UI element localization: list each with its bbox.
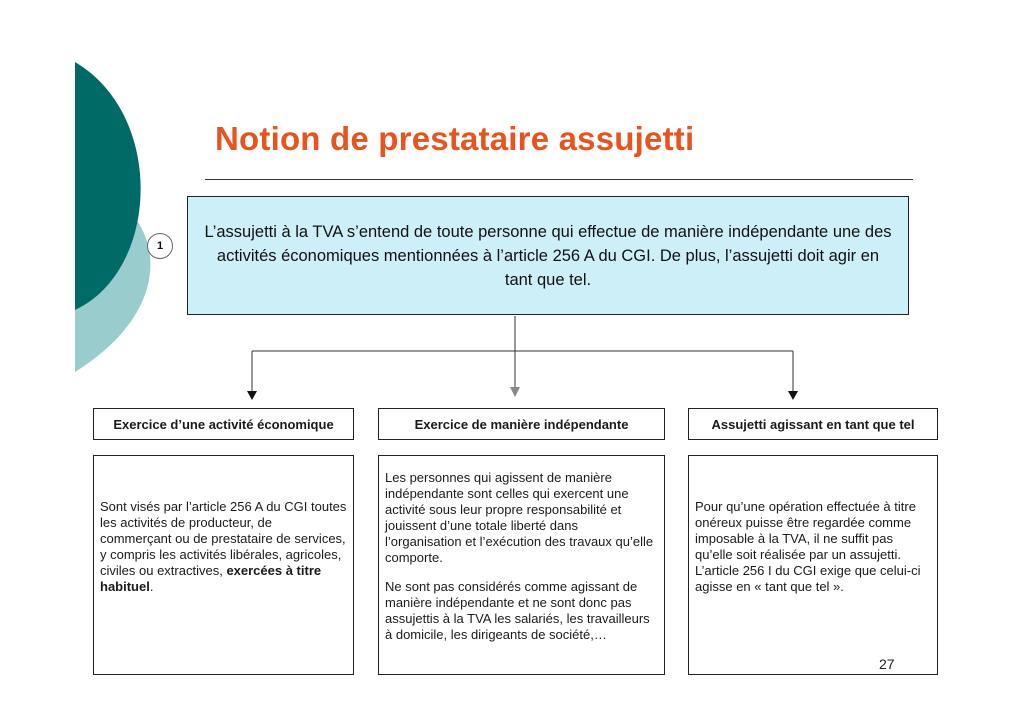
title-divider (205, 179, 913, 180)
definition-text: L’assujetti à la TVA s’entend de toute personne qui effectue de manière indépendante une des activités économiques mentionnées à l’article 256 A du CGI. De plus, l’assujetti doit agir en tant que tel. (204, 222, 892, 289)
arrow-down-icon (788, 391, 798, 400)
definition-box (187, 196, 909, 315)
column-heading-independence: Exercice de manière indépendante (378, 408, 665, 440)
column-body-independence (378, 455, 665, 675)
column-heading-as-such: Assujetti agissant en tant que tel (688, 408, 938, 440)
arrow-heads (247, 387, 798, 400)
activity-paragraph (100, 499, 347, 595)
as-such-paragraph: Pour qu’une opération effectuée à titre onéreux puisse être regardée comme imposable à la TVA, il ne suffit pas qu’elle soit réalisée par un assujetti. L’article 256 I du CGI exige que celui-ci agisse en « tant que tel ». (695, 499, 921, 594)
independence-paragraph-1: Les personnes qui agissent de manière indépendante sont celles qui exercent une activité sous leur propre responsabilité et jouissent d’une totale liberté dans l’organisation et l’exécution des travaux qu’elle comporte. (385, 470, 654, 565)
arrow-down-icon (247, 391, 257, 400)
page-number: 27 (879, 656, 895, 672)
activity-end: . (149, 579, 154, 594)
activity-text: Sont visés par l’article 256 A du CGI toutes les activités de producteur, de commerçant ou de prestataire de services, y compris les activités libérales, agricoles, civiles ou extractives, (100, 499, 347, 578)
independence-paragraph-2: Ne sont pas considérés comme agissant de manière indépendante et ne sont donc pas assujettis à la TVA les salariés, les travailleurs à domicile, les dirigeants de société,… (385, 579, 650, 642)
activity-emphasis: exercées à titre habituel (100, 563, 322, 594)
arrow-down-icon (510, 387, 520, 397)
column-body-as-such (688, 455, 938, 675)
slide-title: Notion de prestataire assujetti (215, 120, 695, 157)
step-badge: 1 (147, 233, 173, 259)
connector-lines (252, 316, 793, 392)
column-body-activity (93, 455, 354, 675)
column-heading-activity: Exercice d’une activité économique (93, 408, 354, 440)
